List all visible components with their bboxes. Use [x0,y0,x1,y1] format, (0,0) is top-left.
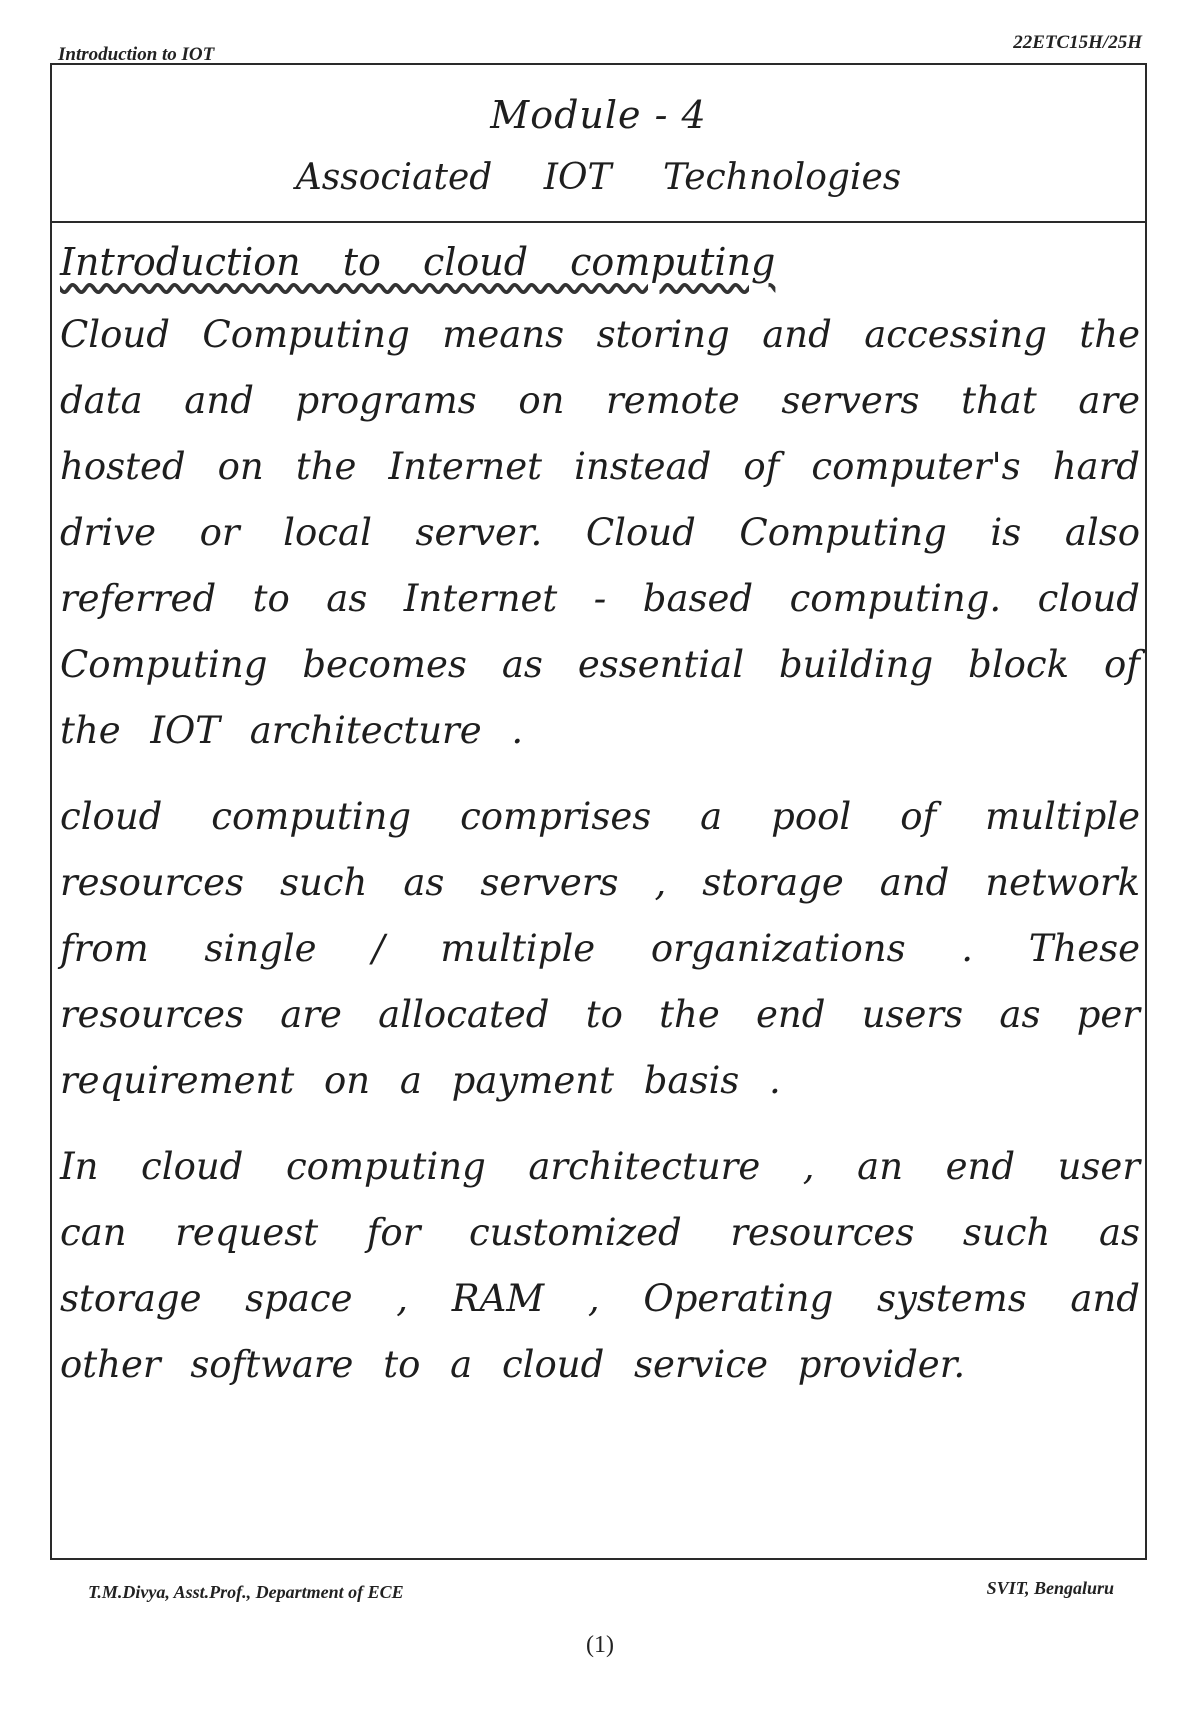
paragraph-1: Cloud Computing means storing and accessing the data and programs on remote servers that are hosted on the Internet instead of computer's hard drive or local server. Cloud Computing is also referred to as Internet - based computing. cloud Computing becomes as essential building block of the IOT architecture . [60,313,1140,752]
paragraph-2: cloud computing comprises a pool of multiple resources such as servers , storage and network from single / multiple organizations . These resources are allocated to the end users as per requirement on a payment basis . [60,795,1140,1102]
paragraph-3: In cloud computing architecture , an end user can request for customized resources such as storage space , RAM , Operating systems and other software to a cloud service provider. [60,1145,1140,1386]
section-heading: Introduction to cloud computing [60,240,776,284]
footer-author: T.M.Divya, Asst.Prof., Department of ECE [88,1582,404,1602]
notes-body [60,240,1140,1398]
footer-institution: SVIT, Bengaluru [986,1578,1114,1598]
page-frame [50,63,1147,1560]
module-title: Module - 4 [490,93,707,137]
course-title: Introduction to IOT [58,44,215,65]
title-box [52,65,1145,223]
page-number: (1) [586,1632,614,1658]
chapter-title: Associated IOT Technologies [295,157,902,198]
course-code: 22ETC15H/25H [1013,32,1142,53]
